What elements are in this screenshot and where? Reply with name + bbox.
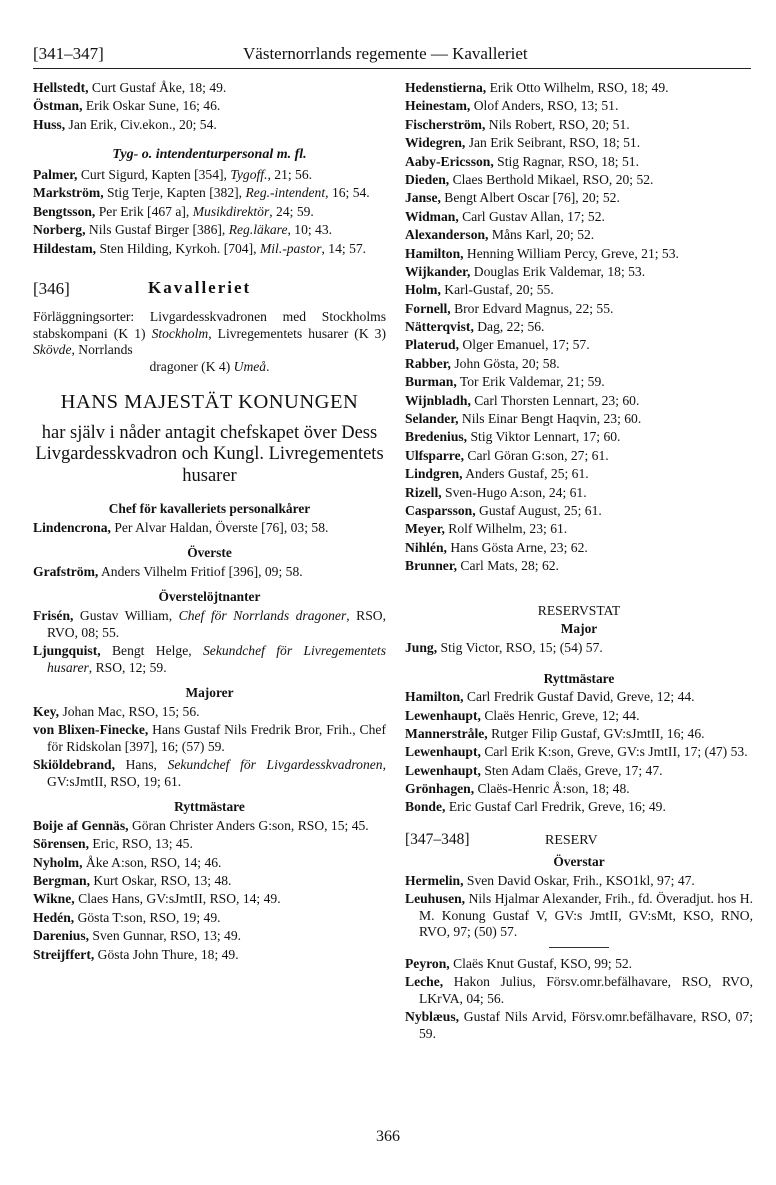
entry-details: Carl Erik K:son, Greve, GV:s JmtII, 17; (47) 53. — [480, 744, 748, 760]
entry-surname: Dieden, — [405, 171, 450, 187]
ryttmastare-continued-entries — [405, 80, 753, 575]
list-item — [405, 117, 753, 134]
section-number: [346] — [33, 279, 70, 299]
entry-surname: Leuhusen, — [405, 891, 466, 907]
entry-details: Carl Gustav Allan, 17; 52. — [458, 208, 605, 224]
entry-surname: Alexanderson, — [405, 227, 489, 243]
entry-details: Måns Karl, 20; 52. — [488, 227, 595, 243]
entry-surname: Wijnbladh, — [405, 392, 471, 408]
list-item — [405, 1009, 753, 1042]
entry-surname: Janse, — [405, 190, 441, 206]
entry-tail: , RSO, RVO, 08; 55. — [47, 607, 387, 640]
entry-details: Claes Berthold Mikael, RSO, 20; 52. — [449, 171, 654, 187]
reserv-section-title: RESERV — [545, 833, 598, 849]
list-item — [33, 704, 386, 721]
entry-details: Stig Victor, RSO, 15; (54) 57. — [437, 639, 603, 655]
entry-details: Jan Erik Seibrant, RSO, 18; 51. — [465, 135, 641, 151]
list-item — [33, 873, 386, 890]
entry-surname: Norberg, — [33, 222, 86, 238]
list-item — [405, 503, 753, 520]
entry-details: Dag, 22; 56. — [473, 319, 545, 335]
entry-surname: Hamilton, — [405, 689, 464, 705]
entry-surname: Mannerstråle, — [405, 725, 488, 741]
entry-details: Erik Oskar Sune, 16; 46. — [82, 98, 221, 114]
entry-details: Nils Einar Bengt Haqvin, 23; 60. — [458, 411, 642, 427]
entry-tail: , GV:sJmtII, RSO, 19; 61. — [47, 757, 386, 789]
section-title: Kavalleriet — [148, 278, 252, 298]
entry-details: Anders Vilhelm Fritiof [396], 09; 58. — [98, 563, 303, 579]
reserv-section-number: [347–348] — [405, 831, 470, 849]
entry-details: Sven David Oskar, Frih., KSO1kl, 97; 47. — [463, 872, 695, 888]
top-entries — [33, 80, 386, 133]
list-item — [405, 227, 753, 244]
entry-surname: Casparsson, — [405, 502, 476, 518]
entry-role: Reg.-intendent — [245, 185, 326, 201]
list-item — [405, 873, 753, 890]
list-item — [405, 956, 753, 973]
entry-details: Carl Mats, 28; 62. — [457, 558, 559, 574]
entry-surname: Hildestam, — [33, 240, 97, 256]
list-item — [405, 319, 753, 336]
entry-surname: Hellstedt, — [33, 80, 89, 95]
entry-details: Hakon Julius, Försv.omr.befälhavare, RSO, RVO, LKrVA, 04; 56. — [419, 974, 753, 1006]
list-item — [405, 411, 753, 428]
entry-details: Gösta T:son, RSO, 19; 49. — [74, 909, 221, 925]
entry-role: Reg.läkare — [228, 222, 288, 238]
entry-details: Claes Hans, GV:sJmtII, RSO, 14; 49. — [74, 891, 281, 907]
list-item — [405, 799, 753, 816]
entry-tail: , RSO, 12; 59. — [88, 659, 167, 675]
overstelojtnanter-entries — [33, 608, 386, 676]
list-item — [33, 757, 386, 790]
entry-surname: Boije af Gennäs, — [33, 817, 129, 833]
entry-details: Rolf Wilhelm, 23; 61. — [444, 521, 568, 537]
entry-details: Sten Adam Claës, Greve, 17; 47. — [480, 762, 663, 778]
chef-entries — [33, 520, 386, 537]
entry-surname: Frisén, — [33, 607, 74, 623]
entry-details: Kurt Oskar, RSO, 13; 48. — [90, 873, 232, 889]
entry-details: Sven-Hugo A:son, 24; 61. — [441, 484, 587, 500]
entry-surname: Sörensen, — [33, 836, 90, 852]
list-item — [405, 540, 753, 557]
entry-surname: von Blixen-Finecke, — [33, 722, 149, 738]
entry-tail: , 16; 54. — [325, 185, 370, 201]
list-item — [405, 80, 753, 97]
entry-surname: Rizell, — [405, 484, 442, 500]
entry-surname: Hedén, — [33, 909, 75, 925]
entry-surname: Fischerström, — [405, 116, 486, 132]
entry-details: Sten Hilding, Kyrkoh. [704], — [96, 240, 260, 256]
list-item — [405, 282, 753, 299]
royal-title: HANS MAJESTÄT KONUNGEN — [60, 390, 359, 413]
list-item — [33, 891, 386, 908]
list-item — [405, 374, 753, 391]
reservstat-ryttmastare-entries — [405, 689, 753, 816]
header-page-range: [341–347] — [33, 44, 104, 63]
list-item — [405, 337, 753, 354]
list-item — [405, 726, 753, 743]
list-item — [33, 836, 386, 853]
entry-role: Tygoff. — [230, 166, 268, 182]
entry-details: Bror Edvard Magnus, 22; 55. — [450, 300, 614, 316]
entry-details: Hans Gustaf Nils Fredrik Bror, Frih., Chef för Ridskolan [397], 16; (57) 59. — [47, 722, 386, 754]
overste-entries — [33, 564, 386, 581]
rank-heading-ryttmastare: Ryttmästare — [174, 799, 245, 815]
garrison-locations: Förläggningsorter: Livgardesskvadronen med Stockholms stabskompani (K 1) Stockholm, Livregementets husarer (K 3) Skövde, Norrlands — [33, 309, 386, 358]
list-item — [405, 154, 753, 171]
entry-details: Karl-Gustaf, 20; 55. — [440, 282, 554, 298]
entry-surname: Key, — [33, 703, 60, 719]
list-item — [405, 781, 753, 798]
list-item — [405, 448, 753, 465]
entry-details: Curt Gustaf Åke, 18; 49. — [88, 80, 227, 95]
rank-heading-reservstat-ryttmastare: Ryttmästare — [543, 670, 615, 686]
overstar-entries-continued — [405, 956, 753, 1043]
entry-surname: Platerud, — [405, 337, 459, 353]
entry-details: Jan Erik, Civ.ekon., 20; 54. — [65, 116, 217, 132]
list-item — [33, 818, 386, 835]
entry-surname: Bengtsson, — [33, 203, 96, 219]
royal-patronage: har själv i nåder antagit chefskapet över Dess Livgardesskvadron och Kungl. Livregementets husarer — [35, 422, 384, 486]
entry-details: Åke A:son, RSO, 14; 46. — [82, 854, 222, 870]
entry-surname: Rabber, — [405, 355, 451, 371]
list-item — [405, 356, 753, 373]
entry-role: Chef för Norrlands dragoner — [178, 607, 347, 623]
list-item — [405, 763, 753, 780]
entry-role: Musikdirektör — [192, 203, 270, 219]
entry-surname: Ljungquist, — [33, 642, 101, 658]
section-heading-kavalleriet — [33, 279, 386, 305]
entry-details: Carl Fredrik Gustaf David, Greve, 12; 44. — [463, 689, 695, 705]
list-item — [405, 246, 753, 263]
entry-details: Per Erik [467 a], — [95, 203, 193, 219]
list-item — [405, 98, 753, 115]
list-item — [33, 722, 386, 755]
entry-details: Claës Knut Gustaf, KSO, 99; 52. — [449, 955, 633, 971]
header-title: Västernorrlands regemente — Kavalleriet — [243, 44, 528, 63]
list-item — [33, 185, 386, 202]
rank-heading-majorer: Majorer — [185, 685, 234, 701]
list-item — [33, 98, 386, 115]
entry-details: Gustaf Nils Arvid, Försv.omr.befälhavare, RSO, 07; 59. — [419, 1009, 753, 1041]
list-item — [33, 947, 386, 964]
entry-surname: Lindencrona, — [33, 519, 111, 535]
left-column — [33, 80, 386, 965]
entry-tail: , 14; 57. — [321, 240, 367, 256]
entry-surname: Bergman, — [33, 873, 91, 889]
entry-surname: Huss, — [33, 116, 66, 132]
entry-surname: Darenius, — [33, 928, 90, 944]
entry-surname: Skiöldebrand, — [33, 757, 115, 773]
entry-details: Eric, RSO, 13; 45. — [89, 836, 193, 852]
rank-heading-overstar: Överstar — [553, 854, 605, 870]
entry-surname: Burman, — [405, 374, 457, 390]
entry-details: Stig Viktor Lennart, 17; 60. — [467, 429, 621, 445]
list-item — [33, 855, 386, 872]
entry-surname: Östman, — [33, 98, 83, 114]
entry-surname: Selander, — [405, 411, 459, 427]
page-number: 366 — [376, 1128, 400, 1145]
entry-details: Claës-Henric Å:son, 18; 48. — [474, 781, 630, 797]
entry-details: John Gösta, 20; 58. — [450, 355, 560, 371]
list-item — [405, 640, 753, 657]
list-item — [405, 172, 753, 189]
entry-surname: Wikne, — [33, 891, 75, 907]
entry-details: Olof Anders, RSO, 13; 51. — [470, 98, 619, 114]
entry-surname: Holm, — [405, 282, 441, 298]
entry-details: Stig Terje, Kapten [382], — [103, 185, 246, 201]
entry-surname: Leche, — [405, 974, 444, 990]
majorer-entries — [33, 704, 386, 791]
rank-heading-overstelojtnanter: Överstelöjtnanter — [158, 589, 261, 605]
entry-surname: Peyron, — [405, 955, 450, 971]
entry-surname: Streijffert, — [33, 946, 95, 962]
page-header — [33, 40, 751, 69]
entry-surname: Nätterqvist, — [405, 319, 474, 335]
list-item — [405, 135, 753, 152]
list-item — [405, 466, 753, 483]
entry-details: Per Alvar Haldan, Överste [76], 03; 58. — [110, 519, 329, 535]
list-item — [405, 891, 753, 941]
entry-role: Sekundchef för Livregementets husarer — [47, 642, 386, 675]
rank-heading-major: Major — [560, 621, 598, 637]
list-item — [405, 429, 753, 446]
list-item — [405, 485, 753, 502]
entry-surname: Jung, — [405, 639, 438, 655]
list-item — [405, 209, 753, 226]
entry-surname: Hermelin, — [405, 872, 464, 888]
entry-surname: Bredenius, — [405, 429, 468, 445]
list-item — [33, 222, 386, 239]
entry-details: Erik Otto Wilhelm, RSO, 18; 49. — [486, 80, 669, 95]
list-item — [405, 301, 753, 318]
entry-surname: Palmer, — [33, 166, 78, 182]
tyg-heading: Tyg- o. intendenturpersonal m. fl. — [112, 147, 307, 163]
list-item — [405, 708, 753, 725]
entry-details: Tor Erik Valdemar, 21; 59. — [456, 374, 605, 390]
entry-details: Nils Gustaf Birger [386], — [85, 222, 229, 238]
entry-details: Nils Hjalmar Alexander, Frih., fd. Överadjut. hos H. M. Konung Gustaf V, GV:s JmtII, GV:sMt, KSO, RNO, RVO, 97; (50) 57. — [419, 891, 753, 940]
rank-heading-chef: Chef för kavalleriets personalkårer — [108, 501, 311, 516]
entry-surname: Lindgren, — [405, 466, 463, 482]
rank-heading-overste: Överste — [187, 545, 232, 561]
list-item — [405, 689, 753, 706]
entry-details: Gustaf August, 25; 61. — [475, 502, 602, 518]
entry-details: Eric Gustaf Carl Fredrik, Greve, 16; 49. — [445, 799, 666, 815]
entry-role: Mil.-pastor — [259, 240, 322, 256]
list-item — [405, 558, 753, 575]
list-item — [33, 241, 386, 258]
ryttmastare-entries — [33, 818, 386, 963]
list-item — [405, 264, 753, 281]
entry-details: Göran Christer Anders G:son, RSO, 15; 45. — [128, 817, 369, 833]
list-item — [405, 521, 753, 538]
entry-details: Gustav William, — [73, 607, 179, 623]
entry-surname: Heinestam, — [405, 98, 471, 114]
entry-details: Douglas Erik Valdemar, 18; 53. — [470, 263, 646, 279]
entry-surname: Ulfsparre, — [405, 447, 465, 463]
entry-surname: Lewenhaupt, — [405, 762, 481, 778]
list-item — [33, 643, 386, 676]
reservstat-heading: RESERVSTAT — [537, 602, 621, 618]
entry-details: Johan Mac, RSO, 15; 56. — [59, 703, 200, 719]
right-column — [405, 80, 753, 1044]
entry-surname: Lewenhaupt, — [405, 707, 481, 723]
entry-surname: Meyer, — [405, 521, 445, 537]
entry-tail: , 24; 59. — [269, 203, 314, 219]
entry-details: Carl Göran G:son, 27; 61. — [464, 447, 609, 463]
entry-surname: Markström, — [33, 185, 104, 201]
entry-details: Olger Emanuel, 17; 57. — [459, 337, 590, 353]
entry-surname: Widegren, — [405, 135, 466, 151]
entry-surname: Hedenstierna, — [405, 80, 487, 95]
entry-surname: Bonde, — [405, 799, 446, 815]
reservstat-major-entries — [405, 640, 753, 657]
entry-details: Claës Henric, Greve, 12; 44. — [480, 707, 640, 723]
tyg-entries — [33, 167, 386, 257]
overstar-entries — [405, 873, 753, 941]
entry-details: Nils Robert, RSO, 20; 51. — [485, 116, 630, 132]
entry-details: Stig Ragnar, RSO, 18; 51. — [493, 153, 639, 169]
list-item — [33, 117, 386, 134]
entry-surname: Widman, — [405, 208, 459, 224]
entry-surname: Brunner, — [405, 558, 457, 574]
entry-surname: Wijkander, — [405, 263, 471, 279]
entry-details: Bengt Helge, — [100, 642, 203, 658]
entry-details: Gösta John Thure, 18; 49. — [94, 946, 239, 962]
entry-surname: Aaby-Ericsson, — [405, 153, 494, 169]
entry-details: Sven Gunnar, RSO, 13; 49. — [89, 928, 242, 944]
entry-details: Bengt Albert Oscar [76], 20; 52. — [440, 190, 620, 206]
entry-surname: Grafström, — [33, 563, 99, 579]
entry-surname: Lewenhaupt, — [405, 744, 481, 760]
entry-details: Rutger Filip Gustaf, GV:sJmtII, 16; 46. — [487, 725, 705, 741]
list-item — [33, 608, 386, 641]
list-item — [33, 564, 386, 581]
entry-surname: Nihlén, — [405, 539, 447, 555]
garrison-locations-last: dragoner (K 4) Umeå. — [149, 358, 270, 374]
entry-details: Anders Gustaf, 25; 61. — [462, 466, 589, 482]
list-item — [405, 744, 753, 761]
entry-details: Hans, — [114, 757, 168, 773]
entry-details: Carl Thorsten Lennart, 23; 60. — [470, 392, 640, 408]
entry-details: Curt Sigurd, Kapten [354], — [77, 166, 231, 182]
entry-details: Hans Gösta Arne, 23; 62. — [446, 539, 588, 555]
entry-surname: Grönhagen, — [405, 781, 475, 797]
list-item — [405, 393, 753, 410]
section-heading-reserv — [405, 832, 753, 854]
entry-surname: Hamilton, — [405, 245, 464, 261]
entry-role: Sekundchef för Livgardesskvadronen — [167, 757, 383, 773]
divider-rule — [549, 947, 609, 948]
list-item — [33, 928, 386, 945]
list-item — [33, 204, 386, 221]
entry-tail: , 21; 56. — [267, 166, 313, 182]
entry-details: Henning William Percy, Greve, 21; 53. — [463, 245, 679, 261]
list-item — [33, 80, 386, 97]
entry-surname: Nyblæus, — [405, 1009, 460, 1025]
entry-tail: , 10; 43. — [287, 222, 333, 238]
list-item — [405, 190, 753, 207]
entry-surname: Nyholm, — [33, 854, 83, 870]
list-item — [405, 974, 753, 1007]
list-item — [33, 520, 386, 537]
list-item — [33, 910, 386, 927]
list-item — [33, 167, 386, 184]
entry-surname: Fornell, — [405, 300, 451, 316]
